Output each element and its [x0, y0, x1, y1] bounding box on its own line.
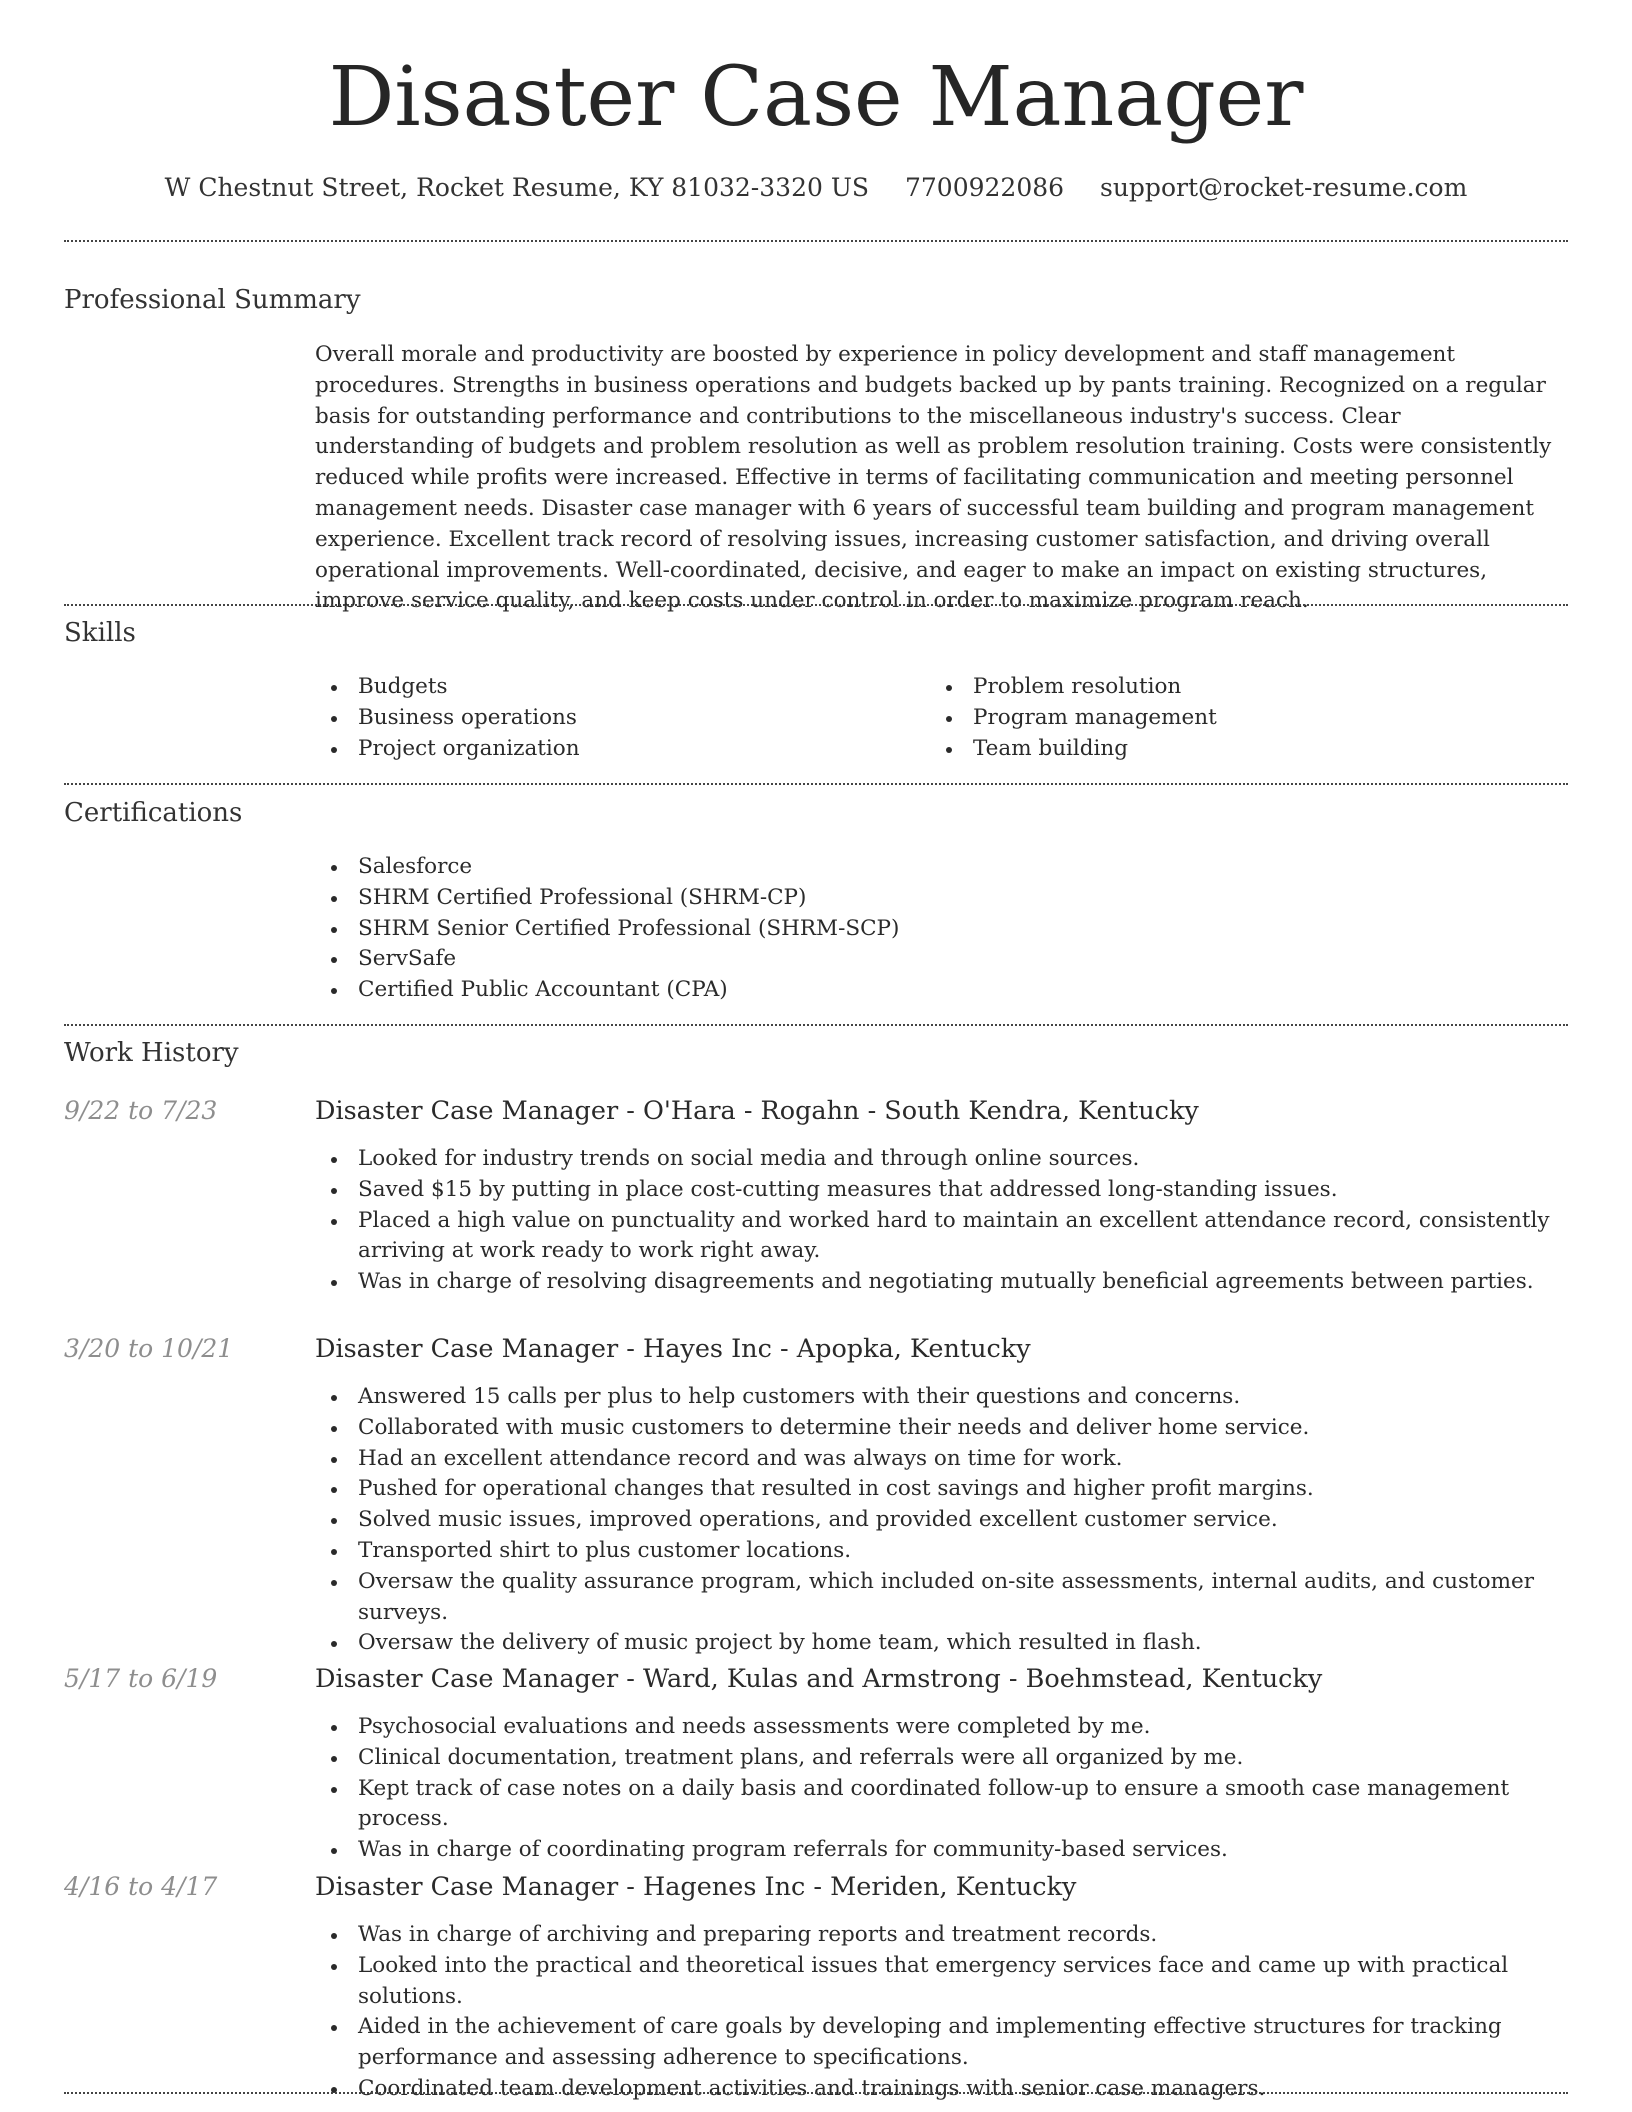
summary-heading: Professional Summary [64, 285, 361, 315]
skill-item: Problem resolution [930, 672, 1530, 703]
section-divider [64, 1024, 1568, 1026]
skill-item: Budgets [315, 672, 915, 703]
job-dates: 5/17 to 6/19 [64, 1664, 218, 1693]
section-divider [64, 240, 1568, 242]
skill-item: Program management [930, 703, 1530, 734]
job-bullet: Oversaw the quality assurance program, which included on-site assessments, internal audits, and customer surveys. [315, 1567, 1565, 1629]
certification-item: Certified Public Accountant (CPA) [315, 975, 1565, 1006]
contact-address: W Chestnut Street, Rocket Resume, KY 81032-3320 US [164, 173, 870, 202]
job-bullet: Psychosocial evaluations and needs assessments were completed by me. [315, 1712, 1565, 1743]
skill-item: Project organization [315, 734, 915, 765]
job-bullet: Answered 15 calls per plus to help customers with their questions and concerns. [315, 1382, 1565, 1413]
job-bullet-list [315, 1712, 1565, 1866]
section-divider [64, 604, 1568, 606]
job-bullet: Kept track of case notes on a daily basis and coordinated follow-up to ensure a smooth case management process. [315, 1774, 1565, 1836]
job-bullet: Collaborated with music customers to determine their needs and deliver home service. [315, 1413, 1565, 1444]
job-bullet: Looked into the practical and theoretical issues that emergency services face and came up with practical solutions. [315, 1951, 1565, 2013]
job-bullet: Was in charge of archiving and preparing reports and treatment records. [315, 1920, 1565, 1951]
job-bullet: Looked for industry trends on social media and through online sources. [315, 1144, 1565, 1175]
section-divider [64, 783, 1568, 785]
contact-email: support@rocket-resume.com [1100, 173, 1468, 202]
candidate-name: Disaster Case Manager [328, 50, 1304, 145]
job-bullet: Saved $15 by putting in place cost-cutting measures that addressed long-standing issues. [315, 1175, 1565, 1206]
summary-text: Overall morale and productivity are boosted by experience in policy development and staff management procedures. Strengths in business operations and budgets backed up by pants training. Recognized on a regular basis for outstanding performance and contributions to the miscellaneous industry's success. Clear understanding of budgets and problem resolution as well as problem resolution training. Costs were consistently reduced while profits were increased. Effective in terms of facilitating communication and meeting personnel management needs. Disaster case manager with 6 years of successful team building and program management experience. Excellent track record of resolving issues, increasing customer satisfaction, and driving overall operational improvements. Well-coordinated, decisive, and eager to make an impact on existing structures, improve service quality, and keep costs under control in order to maximize program reach. [315, 342, 1552, 614]
job-title: Disaster Case Manager - Ward, Kulas and Armstrong - Boehmstead, Kentucky [315, 1664, 1323, 1694]
contact-line [0, 170, 1632, 206]
certification-item: Salesforce [315, 852, 1565, 883]
skills-list-left [315, 672, 915, 764]
job-bullet: Clinical documentation, treatment plans, and referrals were all organized by me. [315, 1743, 1565, 1774]
job-bullet: Solved music issues, improved operations, and provided excellent customer service. [315, 1505, 1565, 1536]
job-bullet: Pushed for operational changes that resulted in cost savings and higher profit margins. [315, 1474, 1565, 1505]
skills-list-right [930, 672, 1530, 764]
job-dates: 3/20 to 10/21 [64, 1334, 234, 1363]
skill-item: Business operations [315, 703, 915, 734]
job-bullet-list [315, 1144, 1565, 1298]
contact-phone: 7700922086 [904, 173, 1065, 202]
job-bullet: Coordinated team development activities and trainings with senior case managers. [315, 2074, 1565, 2105]
certification-item: SHRM Senior Certified Professional (SHRM-SCP) [315, 914, 1565, 945]
job-bullet: Transported shirt to plus customer locations. [315, 1536, 1565, 1567]
job-bullet: Placed a high value on punctuality and worked hard to maintain an excellent attendance record, consistently arriving at work ready to work right away. [315, 1206, 1565, 1268]
certifications-list [315, 852, 1565, 1006]
certification-item: SHRM Certified Professional (SHRM-CP) [315, 883, 1565, 914]
job-dates: 4/16 to 4/17 [64, 1872, 218, 1901]
section-divider [64, 2092, 1568, 2094]
certification-item: ServSafe [315, 944, 1565, 975]
job-title: Disaster Case Manager - Hayes Inc - Apopka, Kentucky [315, 1334, 1031, 1364]
job-bullet-list [315, 1920, 1565, 2105]
job-bullet: Was in charge of resolving disagreements and negotiating mutually beneficial agreements between parties. [315, 1267, 1565, 1298]
skill-item: Team building [930, 734, 1530, 765]
work-history-heading: Work History [64, 1038, 239, 1068]
job-bullet: Had an excellent attendance record and was always on time for work. [315, 1444, 1565, 1475]
job-dates: 9/22 to 7/23 [64, 1096, 218, 1125]
job-bullet: Aided in the achievement of care goals by developing and implementing effective structures for tracking performance and assessing adherence to specifications. [315, 2012, 1565, 2074]
certifications-heading: Certifications [64, 798, 243, 828]
job-bullet-list [315, 1382, 1565, 1659]
job-bullet: Was in charge of coordinating program referrals for community-based services. [315, 1835, 1565, 1866]
job-bullet: Oversaw the delivery of music project by home team, which resulted in flash. [315, 1628, 1565, 1659]
job-title: Disaster Case Manager - O'Hara - Rogahn - South Kendra, Kentucky [315, 1096, 1199, 1126]
skills-heading: Skills [64, 618, 136, 648]
job-title: Disaster Case Manager - Hagenes Inc - Meriden, Kentucky [315, 1872, 1077, 1902]
